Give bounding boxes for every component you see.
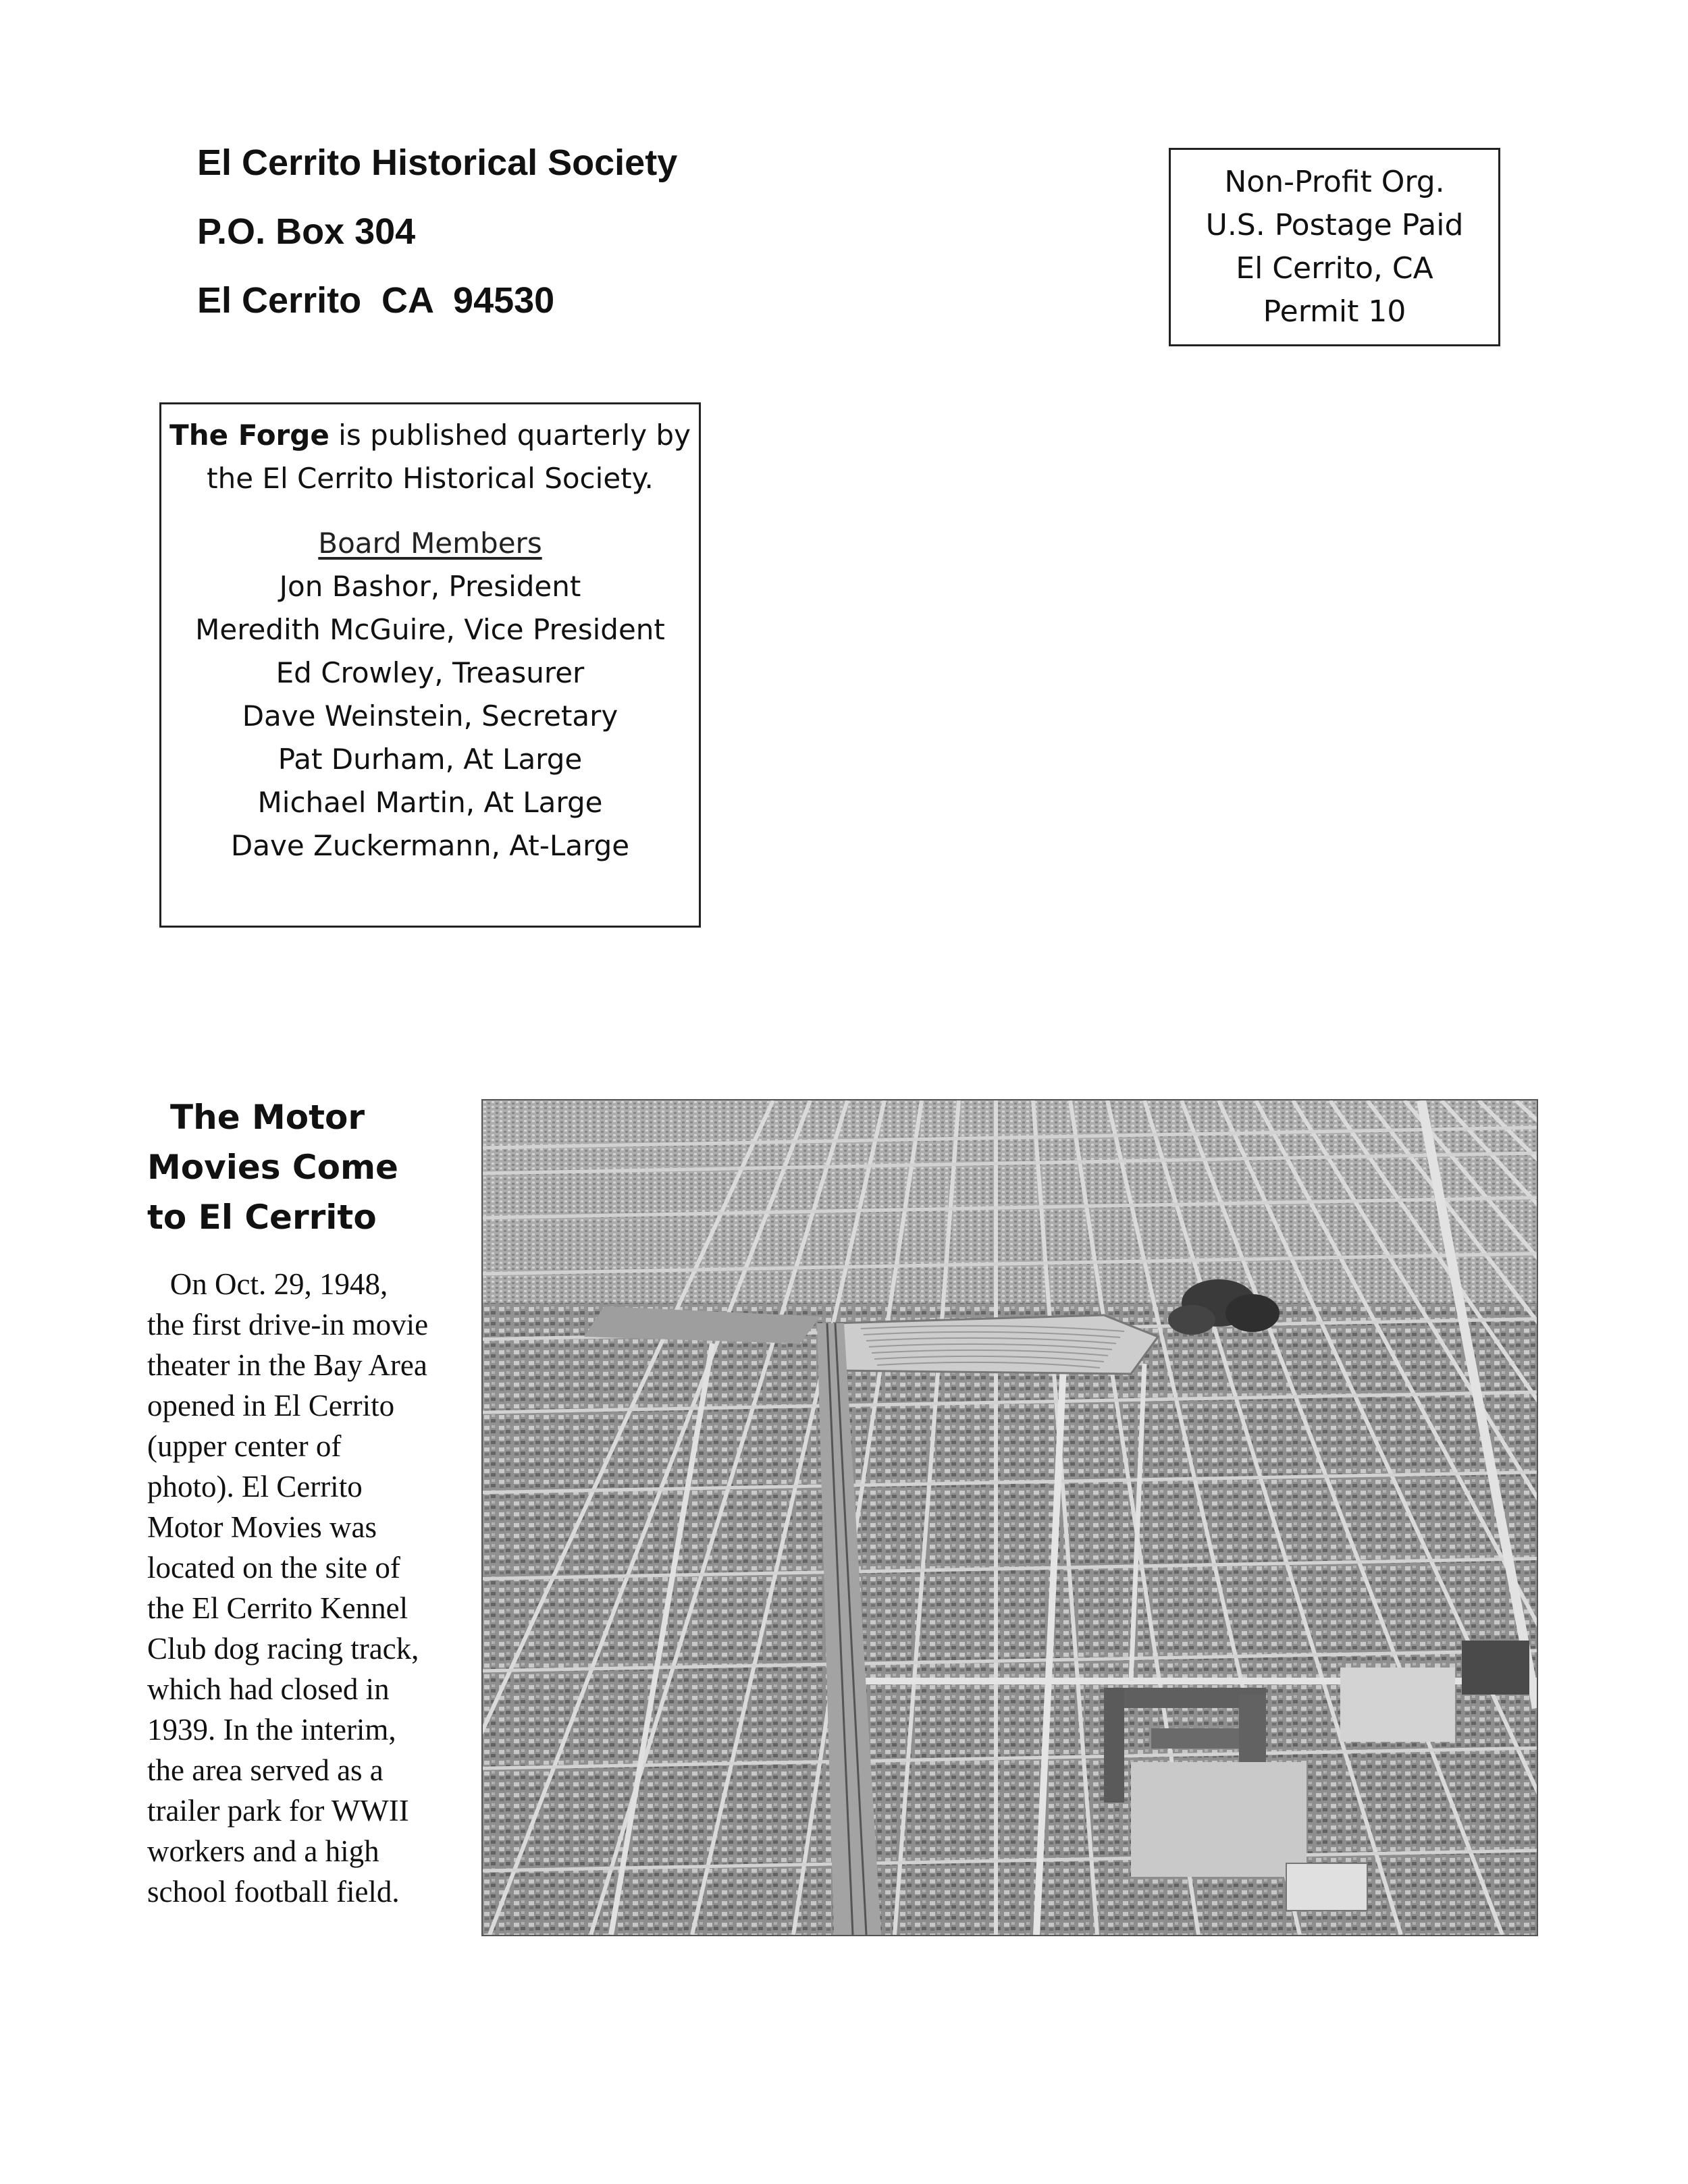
article-body-line: the area served as a <box>147 1753 384 1787</box>
aerial-photo <box>481 1099 1538 1936</box>
article-title-line: The Motor <box>170 1098 365 1137</box>
article-body-line: workers and a high <box>147 1834 379 1868</box>
article-body-line: Motor Movies was <box>147 1510 377 1544</box>
publication-name: The Forge <box>169 419 329 452</box>
postage-line-4: Permit 10 <box>1263 294 1406 329</box>
board-member: Michael Martin, At Large <box>257 786 603 819</box>
article-body-line: the first drive-in movie <box>147 1308 429 1341</box>
article-body-line: photo). El Cerrito <box>147 1470 363 1503</box>
return-address-box: P.O. Box 304 <box>197 211 416 252</box>
article-body <box>147 1264 465 1912</box>
article-body-line: Club dog racing track, <box>147 1632 419 1666</box>
article-body-line: the El Cerrito Kennel <box>147 1591 408 1625</box>
article-body-line: which had closed in <box>147 1672 390 1706</box>
postage-indicia <box>1169 148 1500 346</box>
article-body-line: On Oct. 29, 1948, <box>147 1267 388 1301</box>
board-member: Ed Crowley, Treasurer <box>275 656 585 689</box>
return-address <box>197 128 805 335</box>
article-title-line: Movies Come <box>147 1148 398 1187</box>
near-neighborhood <box>483 1303 1537 1935</box>
article-body-line: school football field. <box>147 1875 400 1909</box>
board-member: Dave Weinstein, Secretary <box>242 699 618 733</box>
article-body-line: opened in El Cerrito <box>147 1389 395 1422</box>
postage-line-3: El Cerrito, CA <box>1236 251 1433 286</box>
postage-line-2: U.S. Postage Paid <box>1205 208 1464 242</box>
masthead-box <box>159 402 701 928</box>
masthead-intro-rest: is published quarterly by <box>329 419 691 452</box>
masthead-intro <box>161 414 699 500</box>
board-member: Dave Zuckermann, At-Large <box>230 829 630 862</box>
board-member: Pat Durham, At Large <box>278 743 583 776</box>
masthead-intro-line-1 <box>161 414 699 457</box>
postage-line-1: Non-Profit Org. <box>1224 165 1445 199</box>
board-member: Jon Bashor, President <box>279 570 581 603</box>
board-members-list <box>161 565 699 868</box>
board-members-heading: Board Members <box>318 527 542 560</box>
article-title-line: to El Cerrito <box>147 1198 377 1237</box>
masthead-intro-line-2: the El Cerrito Historical Society. <box>207 462 654 495</box>
aerial-photo-drawing <box>483 1100 1537 1935</box>
article-body-line: located on the site of <box>147 1551 400 1584</box>
article-body-line: (upper center of <box>147 1429 342 1463</box>
article-body-line: trailer park for WWII <box>147 1794 409 1828</box>
return-address-city: El Cerrito CA 94530 <box>197 280 555 321</box>
article-body-line: 1939. In the interim, <box>147 1713 396 1747</box>
board-member: Meredith McGuire, Vice President <box>195 613 665 646</box>
return-address-org: El Cerrito Historical Society <box>197 142 678 183</box>
article-body-line: theater in the Bay Area <box>147 1348 427 1382</box>
article-title <box>147 1092 471 1242</box>
